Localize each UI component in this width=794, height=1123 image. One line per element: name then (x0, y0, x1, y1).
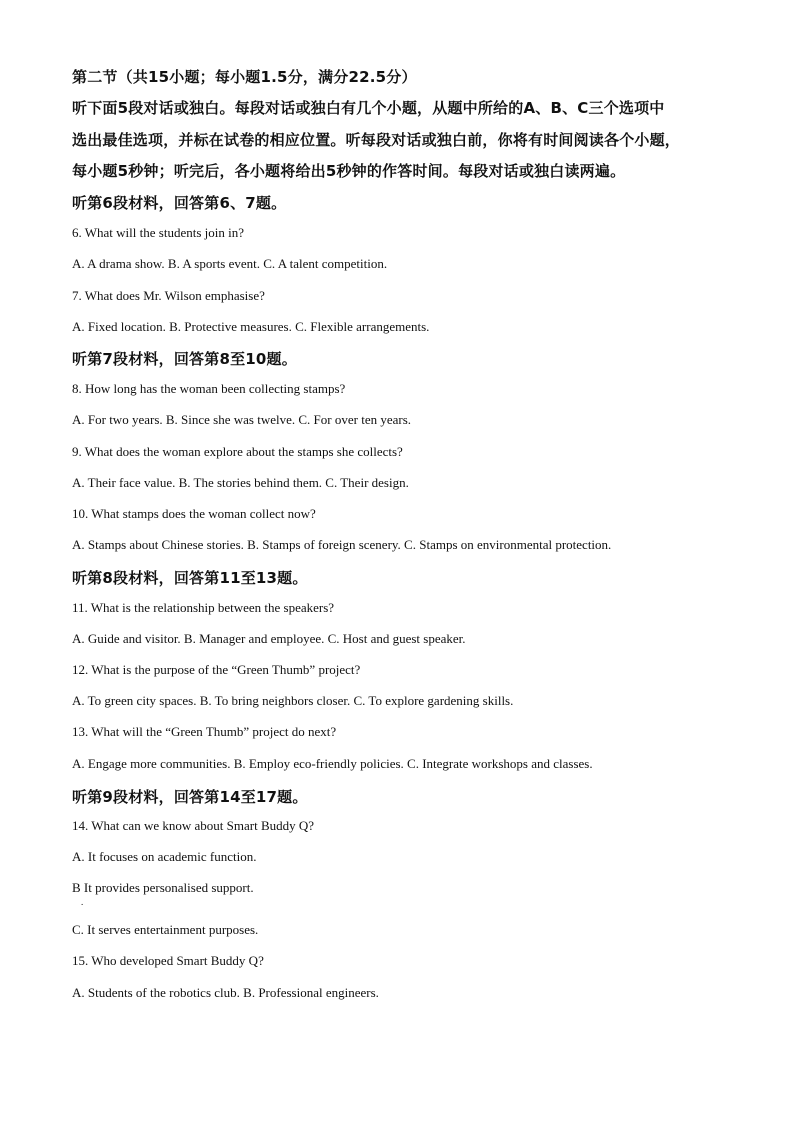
group-heading: 听第8段材料，回答第11至13题。 (72, 569, 308, 587)
group-heading: 听第9段材料，回答第14至17题。 (72, 788, 308, 806)
question-options: A. Their face value. B. The stories behind them. C. Their design. (72, 475, 409, 490)
question-options: A. Students of the robotics club. B. Professional engineers. (72, 985, 379, 1000)
question: 11. What is the relationship between the speakers? (72, 600, 335, 615)
group-heading: 听第7段材料，回答第8至10题。 (72, 350, 297, 368)
question-options: A. Engage more communities. B. Employ eco-friendly policies. C. Integrate workshops and classes. (72, 756, 593, 771)
instruction-line-2: 选出最佳选项，并标在试卷的相应位置。听每段对话或独白前，你将有时间阅读各个小题， (72, 131, 681, 149)
question: 9. What does the woman explore about the stamps she collects? (72, 444, 403, 459)
section-title: 第二节（共15小题；每小题1.5分，满分22.5分） (72, 68, 417, 86)
question-options: A. Guide and visitor. B. Manager and employee. C. Host and guest speaker. (72, 631, 466, 646)
question-options: A. Fixed location. B. Protective measures. C. Flexible arrangements. (72, 319, 430, 334)
question: 14. What can we know about Smart Buddy Q? (72, 818, 315, 833)
option-b: B It provides personalised support. (72, 880, 254, 895)
question-options: A. Stamps about Chinese stories. B. Stamps of foreign scenery. C. Stamps on environmental protection. (72, 537, 612, 552)
question: 7. What does Mr. Wilson emphasise? (72, 288, 265, 303)
question: 15. Who developed Smart Buddy Q? (72, 953, 264, 968)
question: 8. How long has the woman been collecting stamps? (72, 381, 346, 396)
instruction-line-1: 听下面5段对话或独白。每段对话或独白有几个小题，从题中所给的A、B、C三个选项中 (72, 99, 665, 117)
group-heading: 听第6段材料，回答第6、7题。 (72, 194, 287, 212)
question: 12. What is the purpose of the “Green Thumb” project? (72, 662, 361, 677)
instruction-line-3: 每小题5秒钟；听完后，各小题将给出5秒钟的作答时间。每段对话或独白读两遍。 (72, 162, 626, 180)
question-options: A. To green city spaces. B. To bring neighbors closer. C. To explore gardening skills. (72, 693, 514, 708)
option-a: A. It focuses on academic function. (72, 849, 257, 864)
question-options: A. For two years. B. Since she was twelve. C. For over ten years. (72, 412, 412, 427)
question-options: A. A drama show. B. A sports event. C. A talent competition. (72, 256, 388, 271)
option-c: C. It serves entertainment purposes. (72, 922, 259, 937)
stray-mark: . (81, 897, 84, 907)
question: 13. What will the “Green Thumb” project do next? (72, 724, 337, 739)
question: 6. What will the students join in? (72, 225, 244, 240)
question: 10. What stamps does the woman collect now? (72, 506, 316, 521)
